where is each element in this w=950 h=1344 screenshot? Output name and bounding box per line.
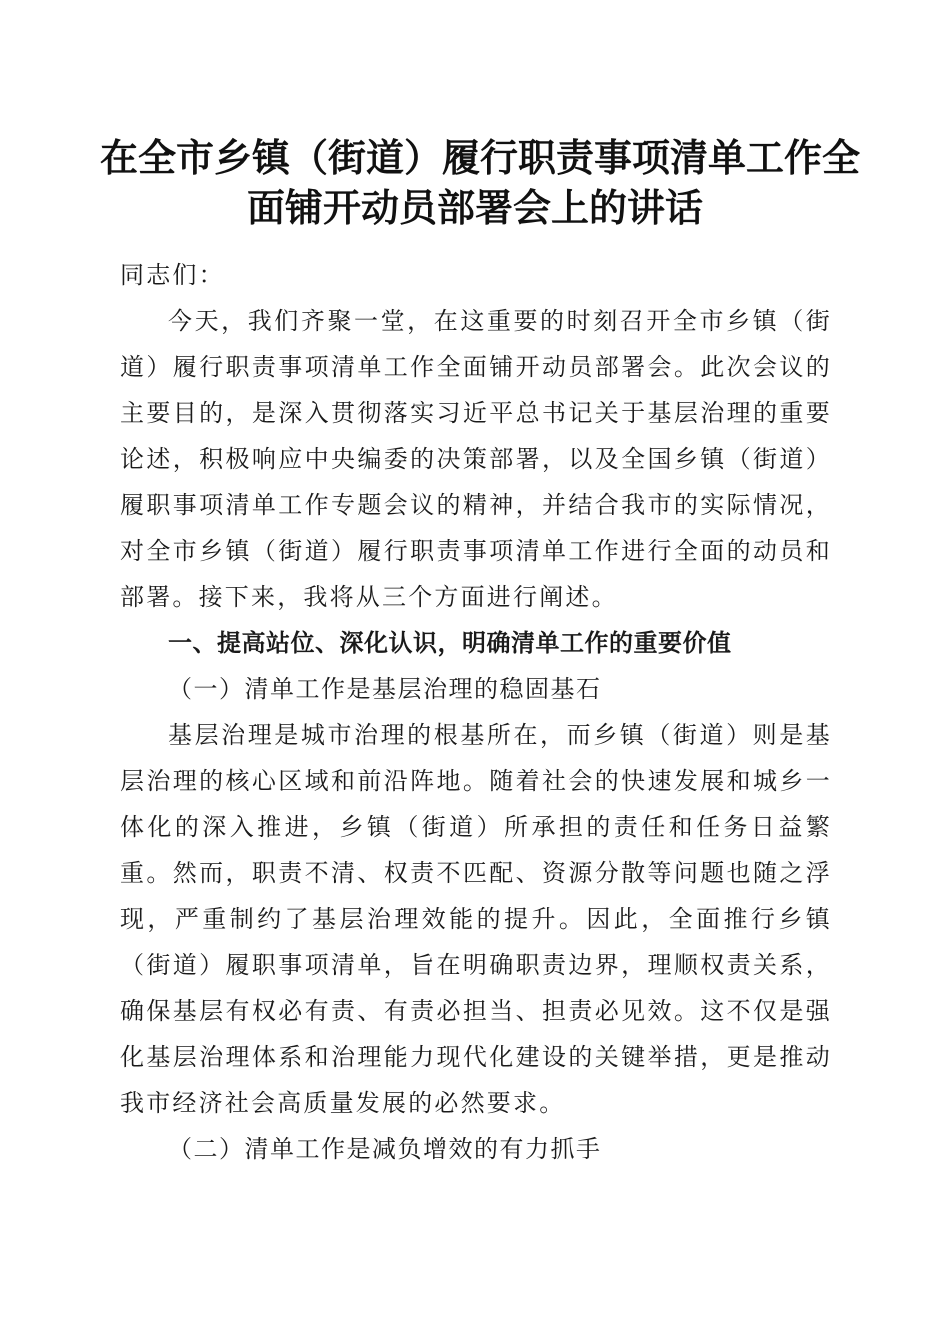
title-line-1: 在全市乡镇（街道）履行职责事项清单工作全 xyxy=(100,135,861,180)
section-heading-1: 一、提高站位、深化认识，明确清单工作的重要价值 xyxy=(168,629,732,657)
subsection-1-paragraph: 基层治理是城市治理的根基所在，而乡镇（街道）则是基层治理的核心区域和前沿阵地。随着社会的快速发展和城乡一体化的深入推进，乡镇（街道）所承担的责任和任务日益繁重。然而，职责不清、权责不匹配、资源分散等问题也随之浮现，严重制约了基层治理效能的提升。因此，全面推行乡镇（街道）履职事项清单，旨在明确职责边界，理顺权责关系，确保基层有权必有责、有责必担当、担责必见效。这不仅是强化基层治理体系和治理能力现代化建设的关键举措，更是推动我市经济社会高质量发展的必然要求。 xyxy=(120,721,832,1117)
title-line-2: 面铺开动员部署会上的讲话 xyxy=(246,185,703,230)
salutation: 同志们： xyxy=(120,261,225,289)
document-title xyxy=(100,133,861,233)
subsection-heading-2: （二）清单工作是减负增效的有力抓手 xyxy=(168,1135,602,1163)
document-body xyxy=(120,252,832,1172)
subsection-heading-1: （一）清单工作是基层治理的稳固基石 xyxy=(168,675,602,703)
intro-paragraph: 今天，我们齐聚一堂，在这重要的时刻召开全市乡镇（街道）履行职责事项清单工作全面铺开动员部署会。此次会议的主要目的，是深入贯彻落实习近平总书记关于基层治理的重要论述，积极响应中央编委的决策部署，以及全国乡镇（街道）履职事项清单工作专题会议的精神，并结合我市的实际情况，对全市乡镇（街道）履行职责事项清单工作进行全面的动员和部署。接下来，我将从三个方面进行阐述。 xyxy=(120,307,832,611)
